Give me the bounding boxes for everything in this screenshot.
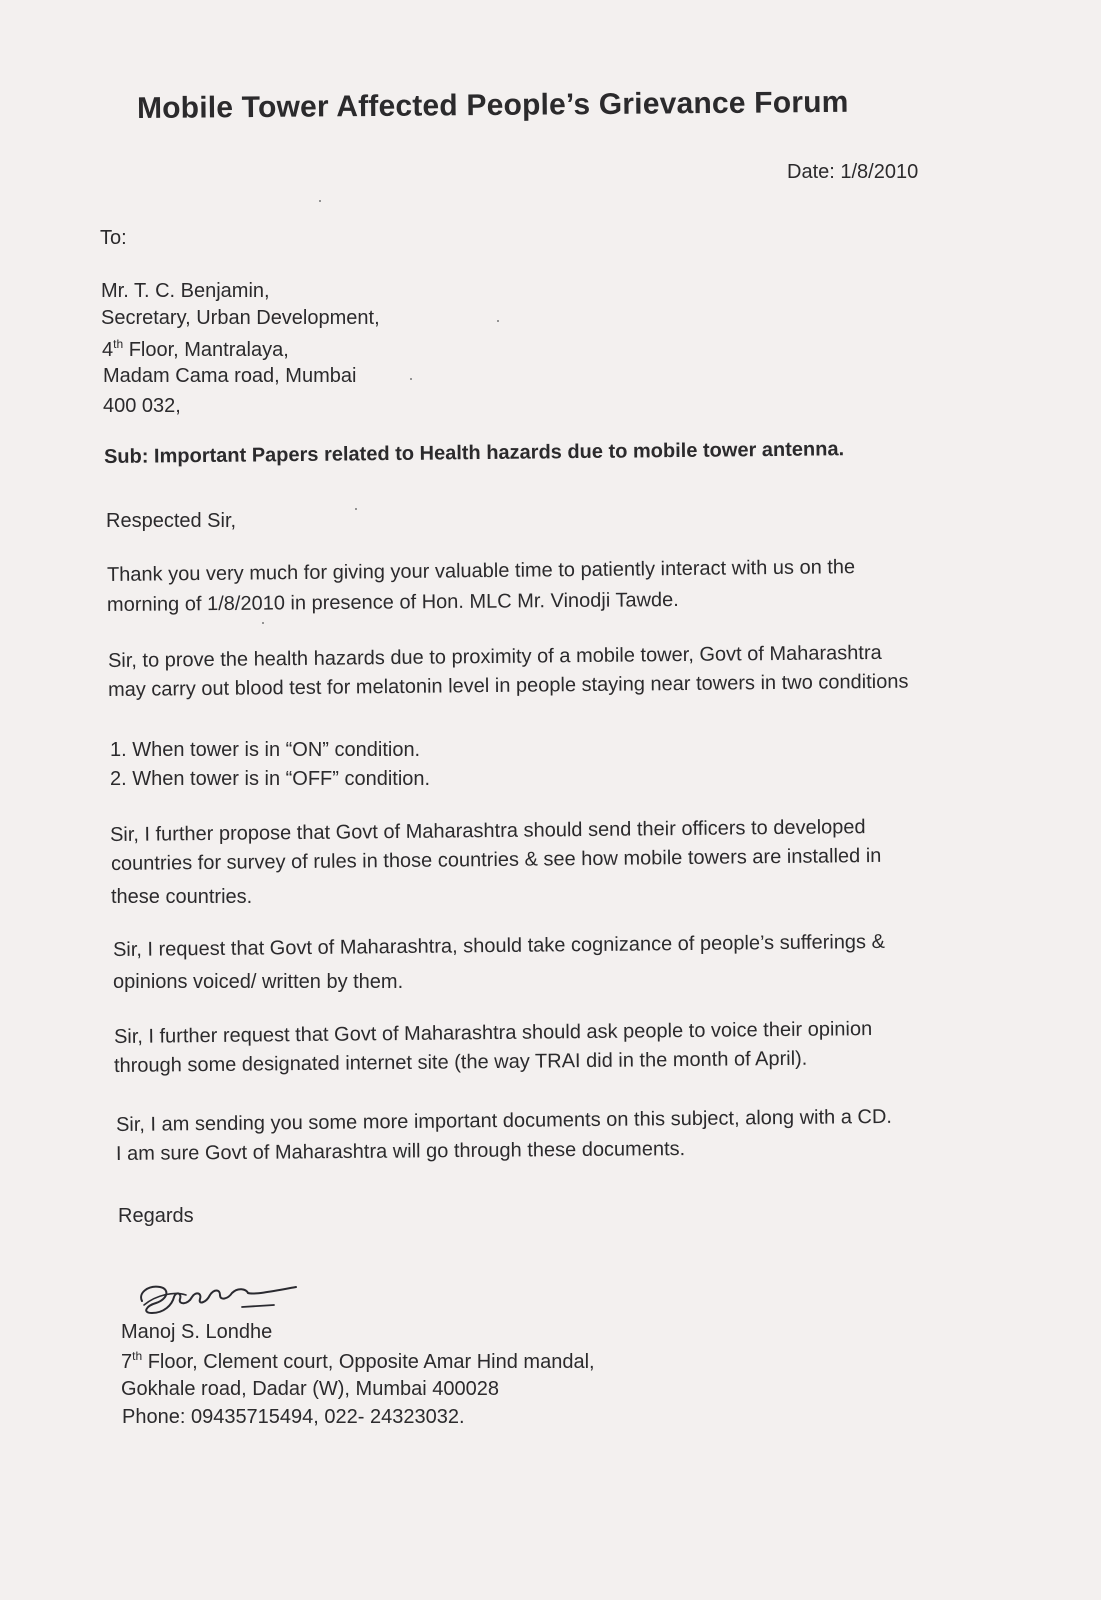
paragraph-line: Sir, I am sending you some more important documents on this subject, along with a CD. — [115, 1105, 893, 1136]
sender-floor-text: Floor, Clement court, Opposite Amar Hind mandal, — [142, 1351, 595, 1373]
paragraph-line: through some designated internet site (the way TRAI did in the month of April). — [113, 1047, 808, 1077]
paragraph-line: Thank you very much for giving your valuable time to patiently interact with us on the — [106, 556, 856, 586]
paragraph-line: may carry out blood test for melatonin level in people staying near towers in two conditions — [107, 670, 909, 701]
closing: Regards — [118, 1205, 194, 1227]
recipient-street: Madam Cama road, Mumbai — [103, 365, 357, 387]
recipient-pincode: 400 032, — [103, 395, 181, 417]
paragraph-line: opinions voiced/ written by them. — [113, 971, 404, 993]
paragraph-line: countries for survey of rules in those countries & see how mobile towers are installed in — [110, 844, 882, 875]
recipient-designation: Secretary, Urban Development, — [101, 307, 380, 329]
paragraph-line: these countries. — [111, 886, 253, 908]
recipient-floor-ordinal: th — [113, 337, 124, 351]
paragraph-line: Sir, I further propose that Govt of Maharashtra should send their officers to developed — [109, 816, 866, 846]
paragraph-line: Sir, I request that Govt of Maharashtra, should take cognizance of people’s sufferings & — [112, 930, 886, 961]
paper-speck — [355, 508, 357, 510]
paragraph-line: Sir, to prove the health hazards due to proximity of a mobile tower, Govt of Maharashtra — [107, 641, 882, 672]
sender-name: Manoj S. Londhe — [121, 1321, 273, 1343]
paper-speck — [497, 320, 499, 322]
subject-line: Sub: Important Papers related to Health hazards due to mobile tower antenna. — [103, 438, 845, 468]
list-item: 1. When tower is in “ON” condition. — [110, 739, 421, 761]
sender-floor-number: 7 — [121, 1351, 133, 1373]
recipient-floor — [102, 338, 289, 360]
paragraph-line: Sir, I further request that Govt of Maharashtra should ask people to voice their opinion — [113, 1018, 873, 1048]
paper-speck — [410, 378, 412, 380]
paper-speck — [319, 200, 321, 202]
sender-address: Gokhale road, Dadar (W), Mumbai 400028 — [121, 1378, 499, 1400]
sender-phone: Phone: 09435715494, 022- 24323032. — [122, 1406, 465, 1428]
sender-floor-ordinal: th — [132, 1349, 143, 1363]
letter-title: Mobile Tower Affected People’s Grievance Forum — [136, 85, 849, 125]
salutation: Respected Sir, — [106, 510, 237, 532]
to-label: To: — [100, 227, 127, 249]
paper-speck — [262, 622, 264, 624]
signature-image — [134, 1265, 304, 1317]
recipient-name: Mr. T. C. Benjamin, — [101, 280, 270, 302]
list-item: 2. When tower is in “OFF” condition. — [110, 768, 431, 790]
paragraph-line: morning of 1/8/2010 in presence of Hon. MLC Mr. Vinodji Tawde. — [106, 589, 679, 616]
letter-date: Date: 1/8/2010 — [787, 161, 919, 183]
recipient-floor-text: Floor, Mantralaya, — [123, 339, 289, 361]
recipient-floor-number: 4 — [102, 339, 114, 361]
sender-floor — [121, 1350, 595, 1372]
paragraph-line: I am sure Govt of Maharashtra will go through these documents. — [115, 1138, 686, 1165]
